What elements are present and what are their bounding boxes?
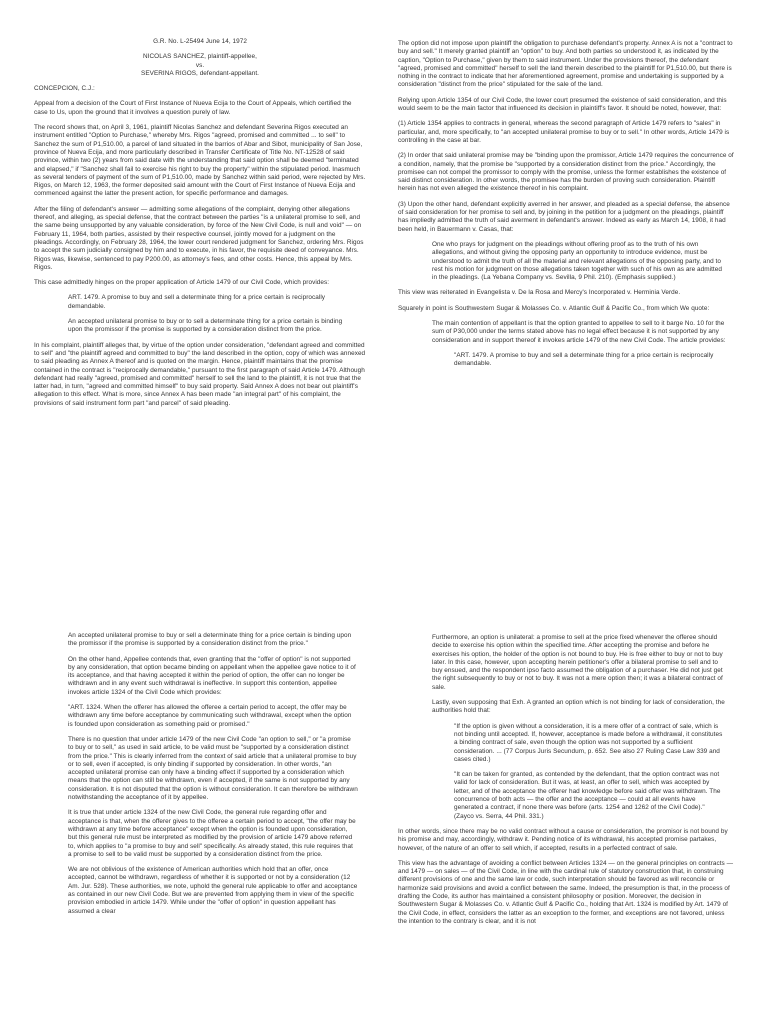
paragraph: CONCEPCION, C.J.:: [34, 85, 95, 93]
caption-line: vs.: [195, 61, 205, 69]
quoted-paragraph: "It can be taken for granted, as contended by the defendant, that the option contract was not valid for lack of consideration. But it was, at least, an offer to sell, which was accepted by letter, and of the acceptance the offerer had knowledge before said offer was withdrawn. The concurrence of both acts — the offer and the acceptance — could at all events have generated a contract, if none there was before (arts. 1254 and 1262 of the Civil Code)." (Zayco vs. Serra, 44 Phil. 331.): [454, 771, 721, 820]
quoted-paragraph: An accepted unilateral promise to buy or sell a determinate thing for a price certain is binding upon the promissor if the promise is supported by a consideration distinct from the price.": [68, 632, 352, 648]
paragraph: Relying upon Article 1354 of our Civil Code, the lower court presumed the existence of said consideration, and this would seem to be the main factor that influenced its decision in plaintiff's favor. It should be noted, however, that:: [398, 96, 727, 113]
quoted-paragraph: "ART. 1479. A promise to buy and sell a determinate thing for a price certain is reciprocally demandable.: [454, 351, 714, 368]
quoted-paragraph: On the other hand, Appellee contends that, even granting that the "offer of option" is not supported by any consideration, that option became binding on appellant when the appellee gave notice to it of its acceptance, and that having accepted it within the period of option, the offer can no longer be withdrawn and in any event such withdrawal is ineffective. In support this contention, appellee invokes article 1324 of the Civil Code which provides:: [68, 655, 356, 696]
quoted-paragraph: The main contention of appellant is that the option granted to appellee to sell to it barge No. 10 for the sum of P30,000 under the terms stated above has no legal effect because it is not supported by any consideration and in support thereof it invokes article 1479 of the new Civil Code. The article provides:: [432, 320, 726, 344]
page-1-right-column: [398, 40, 734, 376]
paragraph: This view has the advantage of avoiding a conflict between Articles 1324 — on the general principles on contracts — and 1479 — on sales — of the Civil Code, in line with the cardinal rule of statutory construction that, in construing different provisions of one and the same law or code, such interpretation should be favored as will reconcile or harmonize said provisions and avoid a conflict between the same. Indeed, the presumption is that, in the process of drafting the Code, its author has maintained a consistent philosophy or position. Moreover, the decision in Southwestern Sugar & Molasses Co. v. Atlantic Gulf & Pacific Co., holding that Art. 1324 is modified by Art. 1479 of the Civil Code, in effect, considers the latter as an exception to the former, and exceptions are not favored, unless the intention to the contrary is clear, and it is not: [398, 859, 734, 925]
paragraph: (1) Article 1354 applies to contracts in general, whereas the second paragraph of Article 1479 refers to "sales" in particular, and, more specifically, to "an accepted unilateral promise to buy or to sell." In other words, Article 1479 is controlling in the case at bar.: [398, 120, 730, 144]
quoted-paragraph: Furthermore, an option is unilateral: a promise to sell at the price fixed whenever the offeree should decide to exercise his option within the specified time. After accepting the promise and before he exercises his option, the holder of the option is not bound to buy. He is free either to buy or not to buy later. In this case, however, upon accepting herein petitioner's offer a bilateral promise to sell and to buy ensued, and the respondent ipso facto assumed the obligation of a purchaser. He did not just get the right subsequently to buy or not to buy. It was not a mere option then; it was a bilateral contract of sale.: [432, 634, 723, 691]
paragraph: In his complaint, plaintiff alleges that, by virtue of the option under consideration, "defendant agreed and committed to sell" and "the plaintiff agreed and committed to buy" the land described in the option, copy of which was annexed to said pleading as Annex A thereof and is quoted on the margin. Hence, plaintiff maintains that the promise contained in the contract is "reciprocally demandable," pursuant to the first paragraph of said Article 1479. Although defendant had really "agreed, promised and committed" herself to sell the land to the plaintiff, it is not true that the latter had, in turn, "agreed and committed himself" to buy said property. Said Annex A does not bear out plaintiff's allegation to this effect. What is more, since Annex A has been made "an integral part" of his complaint, the provisions of said instrument form part "and parcel" of said pleading.: [34, 341, 366, 407]
paragraph: In other words, since there may be no valid contract without a cause or consideration, the promisor is not bound by his promise and may, accordingly, withdraw it. Pending notice of its withdrawal, his accepted promise partakes, however, of the nature of an offer to sell which, if accepted, results in a perfected contract of sale.: [398, 827, 728, 852]
paragraph: After the filing of defendant's answer — admitting some allegations of the complaint, denying other allegations thereof, and alleging, as special defense, that the contract between the parties "is a unilateral promise to sell, and the same being unsupported by any valuable consideration, by force of the New Civil Code, is null and void" — on February 11, 1964, both parties, assisted by their respective counsel, jointly moved for a judgment on the pleadings. Accordingly, on February 28, 1964, the lower court rendered judgment for Sanchez, ordering Mrs. Rigos to accept the sum judicially consigned by him and to execute, in his favor, the requisite deed of conveyance. Mrs. Rigos was, likewise, sentenced to pay P200.00, as attorney's fees, and other costs. Hence, this appeal by Mrs. Rigos.: [34, 205, 364, 271]
page-2-left-column: [34, 632, 366, 923]
quoted-paragraph: There is no question that under article 1479 of the new Civil Code "an option to sell," or "a promise to buy or to sell," as used in said article, to be valid must be "supported by a consideration distinct from the price." This is clearly inferred from the context of said article that a unilateral promise to buy or to sell, even if accepted, is only binding if supported by consideration. In other words, "an accepted unilateral promise can only have a binding effect if supported by a consideration which means that the option can still be withdrawn, even if accepted, if the same is not supported by any consideration. It is not disputed that the option is without consideration. It can therefore be withdrawn notwithstanding the acceptance of it by appellee.: [68, 735, 358, 802]
paragraph: (3) Upon the other hand, defendant explicitly averred in her answer, and pleaded as a special defense, the absence of said consideration for her promise to sell and, by joining in the petition for a judgment on the pleadings, plaintiff has impliedly admitted the truth of said averment in defendant's answer. Indeed as early as March 14, 1908, it had been held, in Bauermann v. Casas, that:: [398, 200, 730, 233]
paragraph: Appeal from a decision of the Court of First Instance of Nueva Ecija to the Court of Appeals, which certified the case to Us, upon the ground that it involves a question purely of law.: [34, 100, 352, 116]
paragraph: This view was reiterated in Evangelista v. De la Rosa and Mercy's Incorporated v. Herminia Verde.: [398, 289, 681, 297]
quoted-paragraph: An accepted unilateral promise to buy or to sell a determinate thing for a price certain is binding upon the promissor if the promise is supported by a consideration distinct from the price.: [68, 318, 343, 334]
document-page-2: [0, 512, 768, 1024]
caption-line: NICOLAS SANCHEZ, plaintiff-appellee,: [143, 53, 257, 61]
quoted-paragraph: "If the option is given without a consideration, it is a mere offer of a contract of sale, which is not binding until accepted. If, however, acceptance is made before a withdrawal, it constitutes a binding contract of sale, even though the option was not supported by a sufficient consideration. ... (77 Corpus Juris Secundum, p. 652. See also 27 Ruling Case Law 339 and cases cited.): [454, 722, 723, 763]
quoted-paragraph: "ART. 1324. When the offerer has allowed the offeree a certain period to accept, the offer may be withdrawn any time before acceptance by communicating such withdrawal, except when the option is founded upon consideration as something paid or promised.": [68, 704, 352, 728]
quoted-paragraph: One who prays for judgment on the pleadings without offering proof as to the truth of his own allegations, and without giving the opposing party an opportunity to introduce evidence, must be understood to admit the truth of all the material and relevant allegations of the opposing party, and to rest his motion for judgment on those allegations taken together with such of his own as are admitted in the pleadings. (La Yebana Company vs. Sevilla, 9 Phil. 210). (Emphasis supplied.): [432, 240, 722, 282]
quoted-paragraph: We are not oblivious of the existence of American authorities which hold that an offer, once accepted, cannot be withdrawn, regardless of whether it is supported or not by a consideration (12 Am. Jur. 528). These authorities, we note, uphold the general rule applicable to offer and acceptance as contained in our new Civil Code. But we are prevented from applying them in view of the specific provision embodied in article 1479. While under the "offer of option" in question appellant has assumed a clear: [68, 866, 358, 915]
paragraph: This case admittedly hinges on the proper application of Article 1479 of our Civil Code, which provides:: [34, 279, 330, 287]
paragraph: The record shows that, on April 3, 1961, plaintiff Nicolas Sanchez and defendant Severina Rigos executed an instrument entitled "Option to Purchase," whereby Mrs. Rigos "agreed, promised and committed ... to sell" to Sanchez the sum of P1,510.00, a parcel of land situated in the barrios of Abar and Sibot, municipality of San Jose, province of Nueva Ecija, and more particularly described in Transfer Certificate of Title No. NT-12528 of said province, within two (2) years from said date with the understanding that said option shall be deemed "terminated and elapsed," if "Sanchez shall fail to exercise his right to buy the property" within the stipulated period. Inasmuch as several tenders of payment of the sum of P1,510.00, made by Sanchez within said period, were rejected by Mrs. Rigos, on March 12, 1963, the former deposited said amount with the Court of First Instance of Nueva Ecija and commenced against the latter the present action, for specific performance and damages.: [34, 124, 366, 198]
paragraph: (2) In order that said unilateral promise may be "binding upon the promissor, Article 1479 requires the concurrence of a condition, namely, that the promise be "supported by a consideration distinct from the price." Accordingly, the promisee can not compel the promissor to comply with the promise, unless the former establishes the existence of said distinct consideration. In other words, the promisee has the burden of proving such consideration. Plaintiff herein has not even alleged the existence thereof in his complaint.: [398, 152, 734, 193]
caption-line: SEVERINA RIGOS, defendant-appellant.: [141, 69, 259, 77]
quoted-paragraph: ART. 1479. A promise to buy and sell a determinate thing for a price certain is reciprocally demandable.: [68, 294, 326, 310]
spacer: [34, 46, 366, 53]
spacer: [34, 78, 366, 85]
page-2-right-column: [398, 634, 734, 933]
quoted-paragraph: It is true that under article 1324 of the new Civil Code, the general rule regarding offer and acceptance is that, when the offerer gives to the offeree a certain period to accept, "the offer may be withdrawn at any time before acceptance" except when the option is founded upon consideration, but this general rule must be interpreted as modified by the provision of article 1479 above referred to, which applies to "a promise to buy and sell" specifically. As already stated, this rule requires that a promise to sell to be valid must be supported by a consideration distinct from the price.: [68, 809, 356, 858]
quoted-paragraph: Lastly, even supposing that Exh. A granted an option which is not binding for lack of consideration, the authorities hold that:: [432, 699, 725, 715]
page-1-left-column: [34, 38, 366, 415]
paragraph: Squarely in point is Southwestern Sugar & Molasses Co. v. Atlantic Gulf & Pacific Co., from which We quote:: [398, 304, 710, 312]
paragraph: The option did not impose upon plaintiff the obligation to purchase defendant's property. Annex A is not a "contract to buy and sell." It merely granted plaintiff an "option" to buy. And both parties so understood it, as indicated by the caption, "Option to Purchase," given by them to said instrument. Under the provisions thereof, the defendant "agreed, promised and committed" herself to sell the land therein described to the plaintiff for P1,510.00, but there is nothing in the contract to indicate that her aforementioned agreement, promise and undertaking is supported by a consideration "distinct from the price" stipulated for the sale of the land.: [398, 40, 733, 89]
caption-line: G.R. No. L-25494 June 14, 1972: [153, 38, 247, 45]
